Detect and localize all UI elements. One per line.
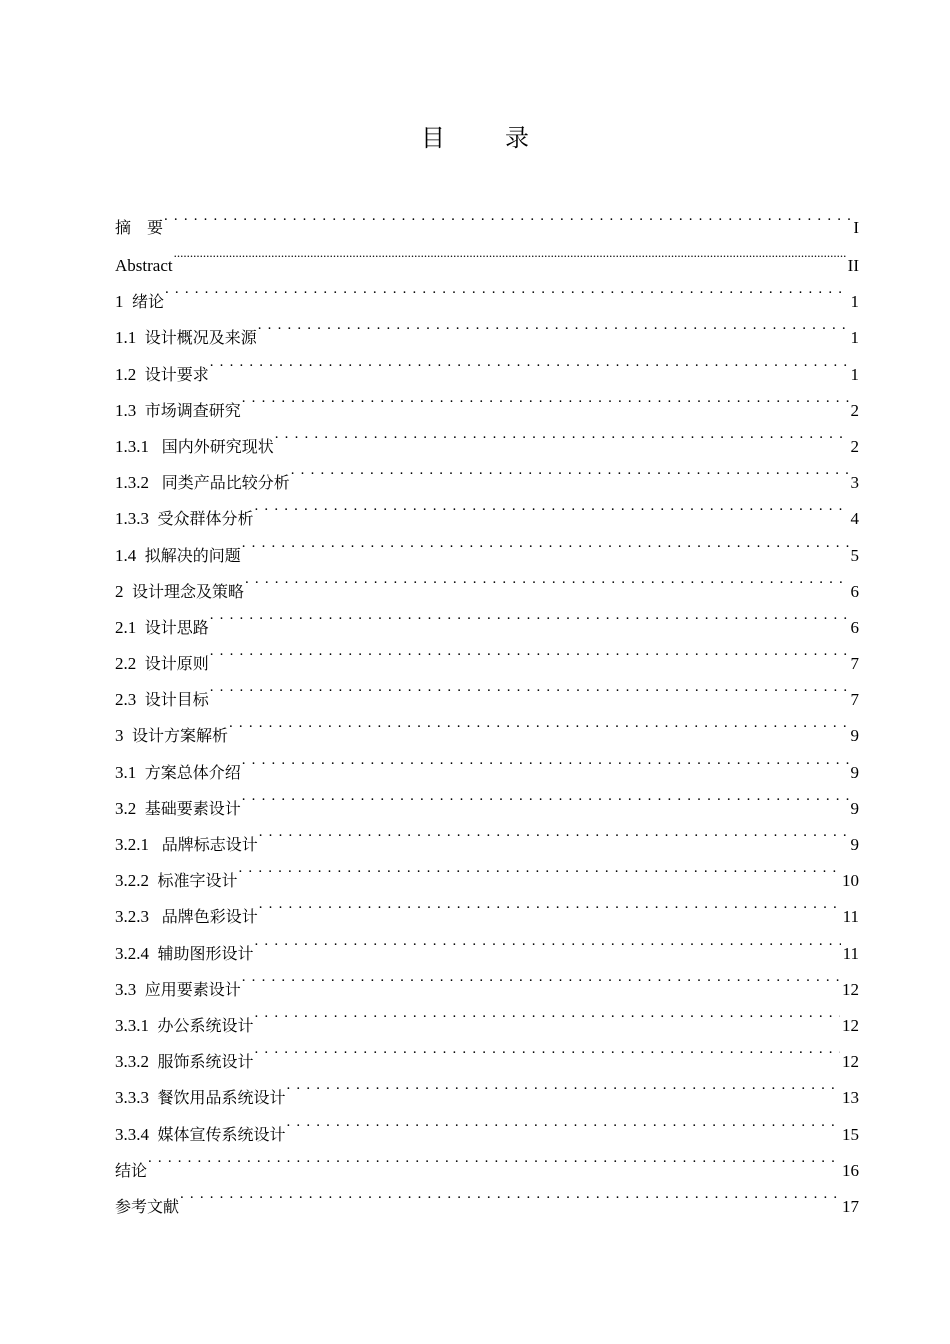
toc-entry-page: 15 (842, 1124, 859, 1144)
dot-leader (255, 995, 840, 1031)
toc-entry-label: 1.3 市场调查研究 (115, 400, 241, 420)
dot-leader (210, 669, 849, 705)
toc-entry-label: 3.2.1 品牌标志设计 (115, 835, 258, 854)
toc-title: 目 录 (421, 124, 547, 152)
toc-entry[interactable] (115, 597, 859, 637)
dot-leader (165, 271, 848, 307)
dot-leader (255, 488, 849, 524)
toc-entry-page: 12 (842, 979, 859, 999)
toc-entry-label: 3.3.3 餐饮用品系统设计 (115, 1088, 286, 1108)
toc-entry-label: 参考文献 (115, 1196, 180, 1216)
dot-leader (180, 1176, 840, 1212)
dot-leader (242, 525, 849, 561)
toc-entry-page: 16 (842, 1160, 859, 1180)
toc-entry-label: 3.3.2 服饰系统设计 (115, 1052, 254, 1072)
toc-entry-page: 13 (842, 1088, 859, 1108)
toc-entry-label: 2 设计理念及策略 (115, 581, 245, 601)
toc-entry-page: I (853, 218, 859, 237)
dot-leader (174, 235, 846, 271)
toc-entry-page: 12 (842, 1052, 859, 1072)
toc-entry-label: 1.2 设计要求 (115, 364, 209, 384)
toc-entry-label: 3.3.1 办公系统设计 (115, 1015, 254, 1035)
toc-entry-page: 12 (842, 1015, 859, 1035)
toc-entry-label: 1.3.3 受众群体分析 (115, 509, 254, 529)
toc-entry-page: 1 (850, 364, 859, 384)
toc-entry[interactable] (115, 633, 859, 674)
dot-leader (258, 307, 849, 343)
dot-leader (259, 814, 849, 850)
toc-entry[interactable] (115, 235, 859, 275)
toc-entry-page: 1 (850, 292, 859, 312)
toc-entry-label: 3.3 应用要素设计 (115, 979, 241, 999)
toc-entry-label: 1 绪论 (115, 292, 165, 312)
toc-entry-page: 11 (842, 943, 859, 963)
toc-entry-page: 17 (842, 1196, 859, 1216)
toc-entry-page: 1 (850, 328, 859, 348)
toc-entry[interactable] (115, 197, 859, 235)
toc-entry-page: 3 (850, 473, 859, 493)
dot-leader (242, 778, 849, 814)
toc-list (115, 197, 859, 1216)
toc-entry-label: 1.1 设计概况及来源 (115, 328, 257, 348)
dot-leader (210, 344, 849, 380)
toc-entry[interactable] (115, 669, 859, 710)
toc-entry-page: II (847, 256, 859, 275)
toc-entry-label: 2.2 设计原则 (115, 654, 209, 674)
dot-leader (287, 1104, 840, 1140)
toc-entry-page: 4 (850, 509, 859, 529)
dot-leader (148, 1140, 840, 1176)
toc-entry-label: 3.1 方案总体介绍 (115, 762, 241, 782)
toc-entry-page: 9 (850, 798, 859, 818)
toc-entry-page: 11 (842, 907, 859, 927)
toc-entry-page: 5 (850, 545, 859, 565)
dot-leader (242, 380, 849, 416)
toc-entry-label: 3.2.2 标准字设计 (115, 871, 238, 891)
toc-entry-label: 1.3.1 国内外研究现状 (115, 436, 274, 456)
dot-leader (210, 597, 849, 633)
toc-entry[interactable] (115, 271, 859, 312)
toc-entry[interactable] (115, 380, 859, 420)
toc-entry[interactable] (115, 344, 859, 384)
dot-leader (229, 705, 848, 741)
toc-entry-page: 7 (850, 690, 859, 710)
toc-entry-label: 1.4 拟解决的问题 (115, 545, 241, 565)
toc-entry-page: 2 (850, 436, 859, 456)
toc-entry-label: 3 设计方案解析 (115, 726, 229, 746)
toc-entry-page: 9 (850, 835, 859, 854)
toc-entry-page: 6 (850, 617, 859, 637)
toc-entry[interactable] (115, 705, 859, 746)
toc-entry-label: 2.3 设计目标 (115, 690, 209, 710)
toc-entry[interactable] (115, 1176, 859, 1216)
dot-leader (255, 923, 841, 959)
toc-entry-label: Abstract (115, 256, 173, 275)
toc-entry-page: 2 (850, 400, 859, 420)
dot-leader (245, 561, 848, 597)
toc-entry-label: 2.1 设计思路 (115, 617, 209, 637)
dot-leader (259, 886, 841, 922)
toc-entry[interactable] (115, 307, 859, 348)
dot-leader (242, 742, 849, 778)
dot-leader (164, 197, 851, 233)
toc-entry-page: 9 (850, 762, 859, 782)
toc-entry-label: 3.2.4 辅助图形设计 (115, 943, 254, 963)
toc-entry-page: 10 (842, 871, 859, 891)
dot-leader (239, 850, 840, 886)
toc-entry-label: 1.3.2 同类产品比较分析 (115, 473, 290, 493)
toc-entry-label: 3.2.3 品牌色彩设计 (115, 907, 258, 927)
toc-entry-label: 3.3.4 媒体宣传系统设计 (115, 1124, 286, 1144)
dot-leader (291, 452, 849, 488)
toc-entry-label: 3.2 基础要素设计 (115, 798, 241, 818)
toc-entry-page: 6 (850, 581, 859, 601)
toc-entry-page: 7 (850, 654, 859, 674)
dot-leader (242, 959, 840, 995)
toc-entry-label: 摘 要 (115, 218, 164, 237)
toc-entry-page: 9 (850, 726, 859, 746)
dot-leader (210, 633, 849, 669)
dot-leader (287, 1067, 840, 1103)
toc-entry-label: 结论 (115, 1160, 148, 1180)
dot-leader (275, 416, 849, 452)
dot-leader (255, 1031, 840, 1067)
toc-entry[interactable] (115, 1140, 859, 1180)
